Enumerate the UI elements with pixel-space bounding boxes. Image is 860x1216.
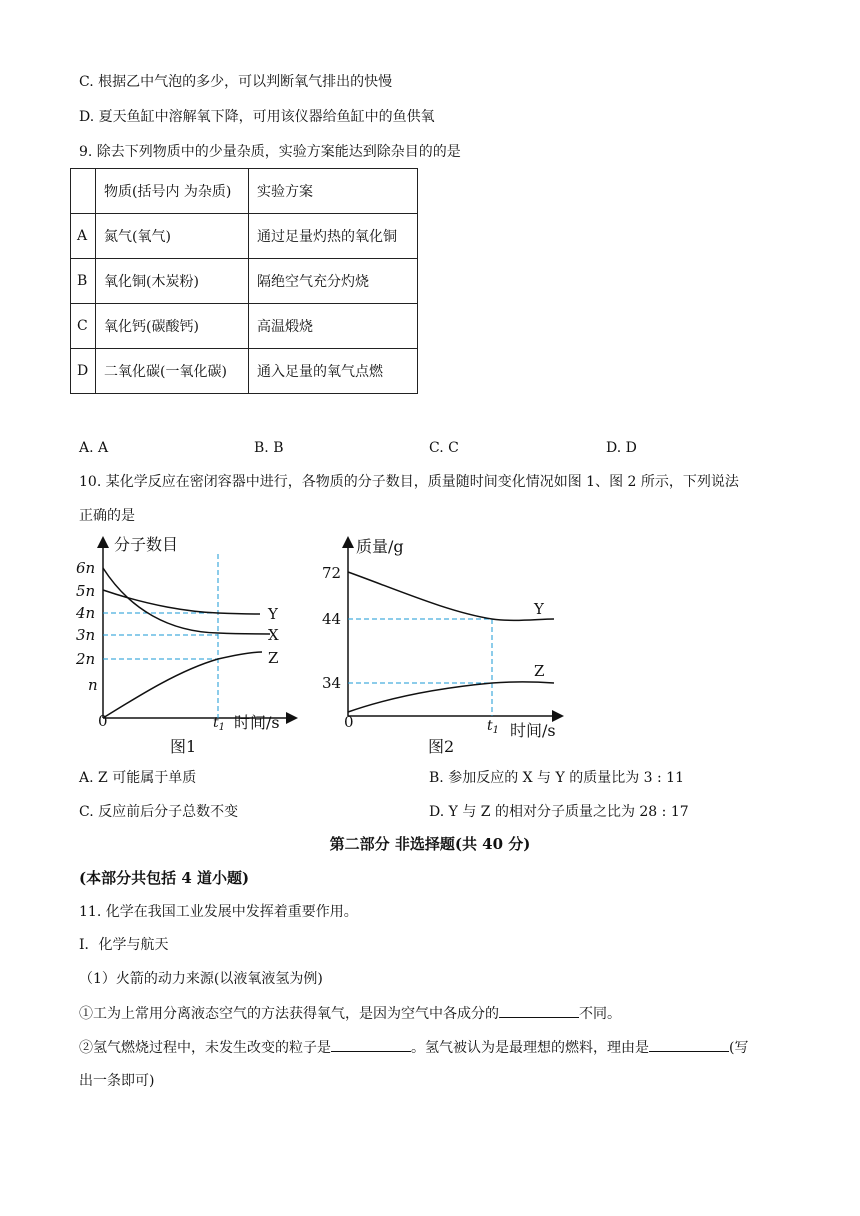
- fig2-xlabel: 时间/s: [510, 721, 556, 740]
- item-2-continued: 出一条即可): [79, 1073, 155, 1089]
- item-2-text-c: (写: [729, 1040, 749, 1056]
- fig1-tick-n: n: [88, 676, 98, 694]
- item-2: [79, 1037, 748, 1058]
- fig2-tick-t1: $t_1$: [487, 718, 500, 736]
- q9-option-d: D. D: [606, 440, 637, 456]
- q10-option-a: A. Z 可能属于单质: [79, 770, 197, 786]
- fig1-tick-t1: $t_1$: [213, 715, 226, 733]
- table-cell: D: [71, 349, 96, 394]
- fig1-tick-3n: 3n: [76, 626, 96, 644]
- table-row: [71, 304, 418, 349]
- q10-option-d: D. Y 与 Z 的相对分子质量之比为 28 : 17: [429, 804, 689, 820]
- table-header-method: 实验方案: [249, 169, 418, 214]
- table-cell: C: [71, 304, 96, 349]
- q9-option-b: B. B: [254, 440, 284, 456]
- part2-subtitle: (本部分共包括 4 道小题): [79, 869, 250, 887]
- part2-title: 第二部分 非选择题(共 40 分): [329, 835, 531, 853]
- item-1-text-a: ①工为上常用分离液态空气的方法获得氧气，是因为空气中各成分的: [79, 1006, 499, 1022]
- fig2-series-y: [348, 572, 554, 620]
- table-header-row: [71, 169, 418, 214]
- fig2-label-y: Y: [534, 600, 544, 618]
- fig2-ylabel: 质量/g: [356, 537, 404, 556]
- fig1-caption: 图1: [170, 737, 197, 756]
- table-header-substance: 物质(括号内 为杂质): [96, 169, 249, 214]
- q10-option-c: C. 反应前后分子总数不变: [79, 804, 239, 820]
- answer-blank[interactable]: [649, 1037, 729, 1052]
- sub-question-1: （1）火箭的动力来源(以液氧液氢为例): [79, 971, 323, 987]
- fig1-label-y: Y: [268, 605, 278, 623]
- table-cell: 隔绝空气充分灼烧: [249, 259, 418, 304]
- fig1-xlabel: 时间/s: [234, 713, 280, 732]
- table-cell: 二氧化碳(一氧化碳): [96, 349, 249, 394]
- table-cell: 氧化铜(木炭粉): [96, 259, 249, 304]
- answer-blank[interactable]: [499, 1003, 579, 1018]
- item-1-text-b: 不同。: [579, 1006, 621, 1022]
- q9-table: [70, 168, 418, 394]
- table-cell: 通入足量的氧气点燃: [249, 349, 418, 394]
- fig1-series-y: [103, 590, 260, 614]
- table-cell: 氮气(氧气): [96, 214, 249, 259]
- item-1: [79, 1003, 621, 1024]
- fig1-tick-2n: 2n: [76, 650, 96, 668]
- q9-option-c: C. C: [429, 440, 459, 456]
- section-1-heading: Ⅰ．化学与航天: [79, 937, 169, 953]
- fig2-tick-72: 72: [322, 564, 342, 582]
- fig2-caption: 图2: [428, 737, 455, 756]
- fig1-tick-5n: 5n: [76, 582, 96, 600]
- table-cell: B: [71, 259, 96, 304]
- table-cell: [71, 169, 96, 214]
- fig1-label-x: X: [268, 626, 279, 644]
- fig2-tick-44: 44: [322, 610, 342, 628]
- table-cell: 通过足量灼热的氧化铜: [249, 214, 418, 259]
- table-row: [71, 214, 418, 259]
- q10-option-b: B. 参加反应的 X 与 Y 的质量比为 3 : 11: [429, 770, 684, 786]
- fig1-tick-6n: 6n: [76, 559, 96, 577]
- q9-stem: 9. 除去下列物质中的少量杂质，实验方案能达到除杂目的的是: [79, 144, 461, 160]
- item-2-text-b: 。氢气被认为是最理想的燃料，理由是: [411, 1040, 649, 1056]
- fig1-origin: 0: [98, 712, 108, 730]
- table-cell: A: [71, 214, 96, 259]
- q10-stem-line2: 正确的是: [79, 508, 135, 524]
- q9-option-a: A. A: [79, 440, 109, 456]
- table-row: [71, 259, 418, 304]
- fig1-label-z: Z: [268, 649, 279, 667]
- fig1-ylabel: 分子数目: [114, 535, 179, 554]
- figure-1-chart: [70, 530, 320, 762]
- table-row: [71, 349, 418, 394]
- q11-stem: 11. 化学在我国工业发展中发挥着重要作用。: [79, 904, 358, 920]
- fig2-series-z: [348, 682, 554, 712]
- q8-option-c: C. 根据乙中气泡的多少，可以判断氧气排出的快慢: [79, 74, 393, 90]
- fig1-tick-4n: 4n: [76, 604, 96, 622]
- table-cell: 高温煅烧: [249, 304, 418, 349]
- answer-blank[interactable]: [331, 1037, 411, 1052]
- fig2-tick-34: 34: [322, 674, 342, 692]
- fig2-label-z: Z: [534, 662, 545, 680]
- fig2-origin: 0: [344, 713, 354, 731]
- figure-2-chart: [318, 530, 578, 762]
- fig1-series-z: [103, 652, 262, 718]
- fig1-series-x: [103, 568, 270, 634]
- table-cell: 氧化钙(碳酸钙): [96, 304, 249, 349]
- q10-stem-line1: 10. 某化学反应在密闭容器中进行，各物质的分子数目，质量随时间变化情况如图 1、图 2 所示，下列说法: [79, 474, 739, 490]
- item-2-text-a: ②氢气燃烧过程中，未发生改变的粒子是: [79, 1040, 331, 1056]
- q8-option-d: D. 夏天鱼缸中溶解氧下降，可用该仪器给鱼缸中的鱼供氧: [79, 109, 435, 125]
